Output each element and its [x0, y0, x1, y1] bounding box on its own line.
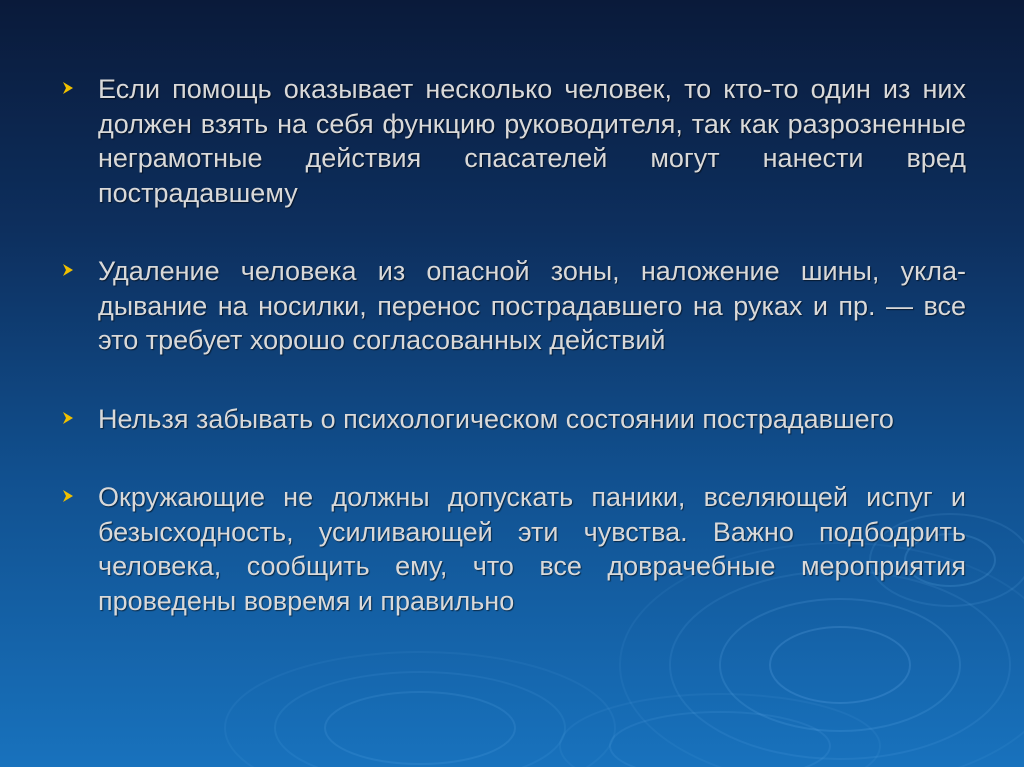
- arrowhead-bullet-icon: [62, 489, 74, 503]
- arrowhead-bullet-icon: [62, 263, 74, 277]
- arrowhead-bullet-icon: [62, 81, 74, 95]
- bullet-item-2: [62, 254, 966, 358]
- bullet-list: [62, 72, 966, 662]
- bullet-item-3: [62, 402, 966, 437]
- bullet-text: Если помощь оказывает несколько человек, то кто-то один из них должен взять на себя функцию руководителя, так как разрозненные неграмотные действия спасателей могут нанести вред пострадавшему: [98, 74, 966, 208]
- bullet-item-4: [62, 480, 966, 618]
- bullet-text: Нельзя забывать о психологическом состоянии пострадавшего: [98, 403, 894, 434]
- bullet-text: Окружающие не должны допускать паники, вселяющей испуг и безысходность, усиливающей эти чувства. Важно подбодрить человека, сообщить ему, что все доврачебные мероприятия проведены вовремя и правильно: [98, 482, 966, 616]
- arrowhead-bullet-icon: [62, 411, 74, 425]
- bullet-item-1: [62, 72, 966, 210]
- bullet-text: Удаление человека из опасной зоны, наложение шины, укла-дывание на носилки, перенос пострадавшего на руках и пр. — все это требует хорошо согласованных действий: [98, 256, 966, 355]
